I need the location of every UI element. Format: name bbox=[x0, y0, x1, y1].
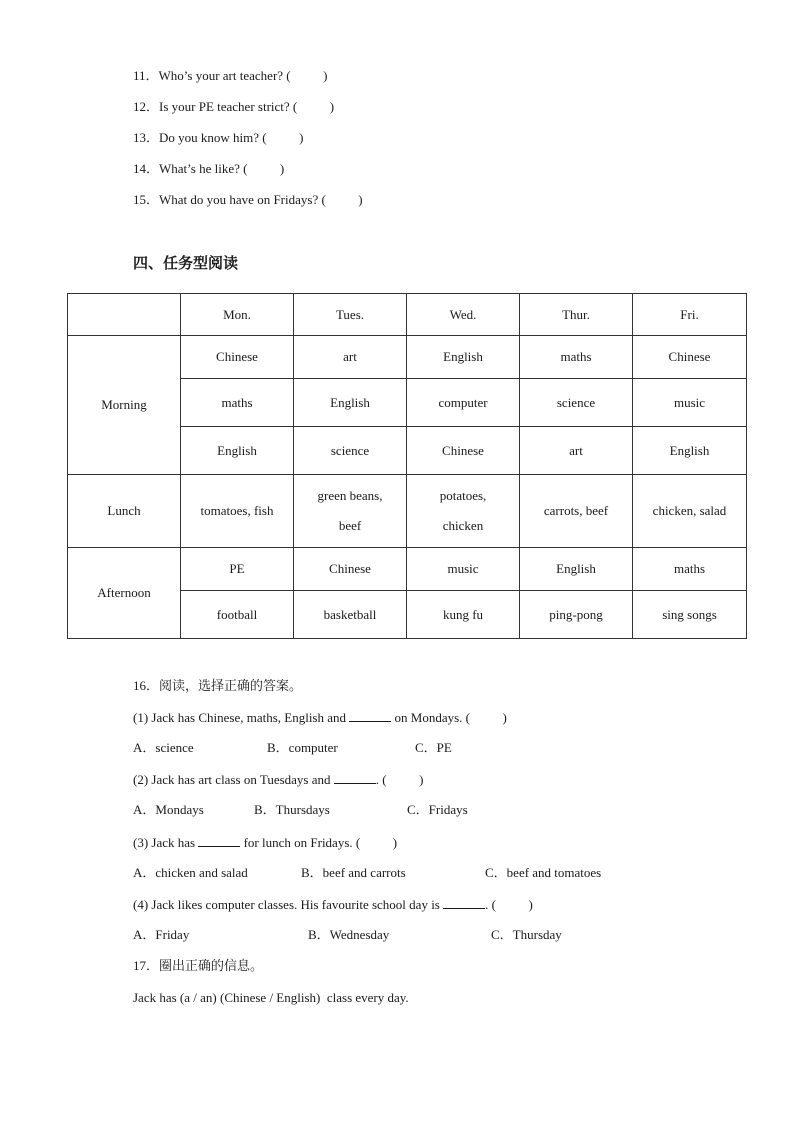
table-header-cell: Wed. bbox=[407, 294, 520, 336]
table-cell: science bbox=[294, 427, 407, 475]
table-row bbox=[68, 475, 747, 548]
row-label-afternoon: Afternoon bbox=[68, 548, 181, 639]
section-title: 四、任务型阅读 bbox=[133, 254, 239, 272]
table-header-cell: Mon. bbox=[181, 294, 294, 336]
table-header-cell: Tues. bbox=[294, 294, 407, 336]
answer-blank bbox=[349, 709, 391, 722]
table-cell: maths bbox=[520, 336, 633, 379]
stem-text: (2) Jack has art class on Tuesdays and bbox=[133, 772, 334, 787]
option-c: C．Fridays bbox=[407, 802, 468, 817]
table-cell: art bbox=[520, 427, 633, 475]
answer-blank bbox=[334, 771, 376, 784]
table-cell: English bbox=[520, 548, 633, 591]
stem-text: . ( ) bbox=[375, 772, 424, 787]
table-cell bbox=[520, 475, 633, 548]
question-16-3-stem bbox=[133, 834, 397, 851]
cell-line: chicken, salad bbox=[652, 503, 727, 518]
table-cell bbox=[633, 475, 747, 548]
cell-line: beef bbox=[338, 518, 362, 533]
table-cell: football bbox=[181, 591, 294, 639]
option-c: C．Thursday bbox=[491, 927, 562, 942]
table-cell: maths bbox=[633, 548, 747, 591]
table-cell bbox=[181, 475, 294, 548]
option-b: B．computer bbox=[267, 740, 338, 755]
question-17-sentence: Jack has (a / an) (Chinese / English) class every day. bbox=[133, 990, 409, 1005]
question-11: 11．Who’s your art teacher? ( ) bbox=[133, 68, 328, 83]
cell-line: green beans, bbox=[317, 488, 383, 503]
table-cell: Chinese bbox=[294, 548, 407, 591]
table-row bbox=[68, 548, 747, 591]
table-cell: Chinese bbox=[181, 336, 294, 379]
table-cell: PE bbox=[181, 548, 294, 591]
cell-line: potatoes, bbox=[439, 488, 487, 503]
option-b: B．Thursdays bbox=[254, 802, 330, 817]
table-cell: music bbox=[407, 548, 520, 591]
stem-text: for lunch on Fridays. ( ) bbox=[240, 835, 398, 850]
schedule-table bbox=[67, 293, 747, 639]
cell-line: tomatoes, fish bbox=[200, 503, 274, 518]
table-cell: computer bbox=[407, 379, 520, 427]
table-cell: English bbox=[633, 427, 747, 475]
option-a: A．chicken and salad bbox=[133, 865, 248, 880]
table-cell: kung fu bbox=[407, 591, 520, 639]
question-12: 12．Is your PE teacher strict? ( ) bbox=[133, 99, 335, 114]
option-b: B．beef and carrots bbox=[301, 865, 406, 880]
table-header-cell bbox=[68, 294, 181, 336]
stem-text: (1) Jack has Chinese, maths, English and bbox=[133, 710, 350, 725]
question-14: 14．What’s he like? ( ) bbox=[133, 161, 285, 176]
question-16-2-stem bbox=[133, 771, 423, 788]
cell-line: chicken bbox=[442, 518, 484, 533]
table-cell: ping-pong bbox=[520, 591, 633, 639]
question-13: 13．Do you know him? ( ) bbox=[133, 130, 304, 145]
table-cell: English bbox=[407, 336, 520, 379]
question-16-1-stem bbox=[133, 709, 507, 726]
table-cell: art bbox=[294, 336, 407, 379]
table-cell bbox=[407, 475, 520, 548]
question-16-title: 16．阅读，选择正确的答案。 bbox=[133, 678, 303, 693]
question-16-4-stem bbox=[133, 896, 533, 913]
table-row bbox=[68, 336, 747, 379]
table-header-row bbox=[68, 294, 747, 336]
option-b: B．Wednesday bbox=[308, 927, 390, 942]
option-c: C．beef and tomatoes bbox=[485, 865, 602, 880]
answer-blank bbox=[198, 834, 240, 847]
table-cell: maths bbox=[181, 379, 294, 427]
answer-blank bbox=[443, 896, 485, 909]
table-cell: sing songs bbox=[633, 591, 747, 639]
cell-line: carrots, beef bbox=[543, 503, 609, 518]
row-label-morning: Morning bbox=[68, 336, 181, 475]
table-cell: science bbox=[520, 379, 633, 427]
stem-text: (4) Jack likes computer classes. His favourite school day is bbox=[133, 897, 444, 912]
table-cell: English bbox=[181, 427, 294, 475]
table-header-cell: Fri. bbox=[633, 294, 747, 336]
table-cell: basketball bbox=[294, 591, 407, 639]
option-c: C．PE bbox=[415, 740, 452, 755]
stem-text: (3) Jack has bbox=[133, 835, 199, 850]
table-header-cell: Thur. bbox=[520, 294, 633, 336]
table-cell: Chinese bbox=[407, 427, 520, 475]
stem-text: on Mondays. ( ) bbox=[391, 710, 507, 725]
option-a: A．science bbox=[133, 740, 194, 755]
question-15: 15．What do you have on Fridays? ( ) bbox=[133, 192, 363, 207]
option-a: A．Friday bbox=[133, 927, 190, 942]
table-cell: English bbox=[294, 379, 407, 427]
table-cell: Chinese bbox=[633, 336, 747, 379]
table-cell: music bbox=[633, 379, 747, 427]
option-a: A．Mondays bbox=[133, 802, 204, 817]
table-cell bbox=[294, 475, 407, 548]
stem-text: . ( ) bbox=[485, 897, 533, 912]
row-label-lunch: Lunch bbox=[68, 475, 181, 548]
question-17-title: 17．圈出正确的信息。 bbox=[133, 958, 264, 973]
